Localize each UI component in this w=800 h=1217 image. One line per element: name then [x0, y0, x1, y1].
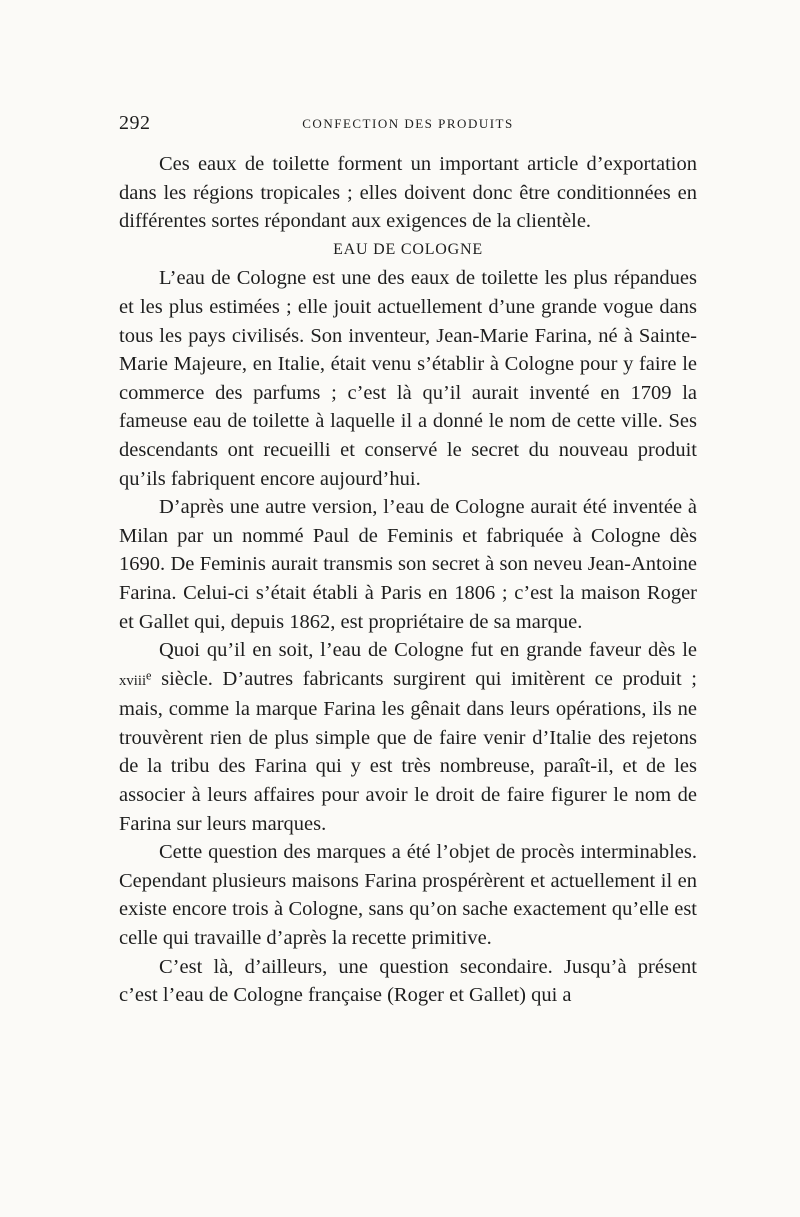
paragraph-question-secondaire: C’est là, d’ailleurs, une question secondaire. Jusqu’à présent c’est l’eau de Cologne française (Roger et Gallet) qui a [119, 955, 697, 1007]
section-heading: EAU DE COLOGNE [333, 240, 483, 258]
paragraph-text-before: Quoi qu’il en soit, l’eau de Cologne fut en grande faveur dès le [159, 639, 697, 662]
paragraph-quoi-quil-en-soit [119, 636, 697, 838]
century-numeral: xviii [119, 672, 147, 689]
paragraph-autre-version: D’après une autre version, l’eau de Cologne aurait été inventée à Milan par un nommé Paul de Feminis et fabriquée à Cologne dès 1690. De Feminis aurait transmis son secret à son neveu Jean-Antoine Farina. Celui-ci s’était établi à Paris en 1806 ; c’est la maison Roger et Gallet qui, depuis 1862, est propriétaire de sa marque. [119, 496, 697, 633]
paragraph-text-after: siècle. D’autres fabricants surgirent qui imitèrent ce produit ; mais, comme la marque Farina les gênait dans leurs opérations, ils ne trouvèrent rien de plus simple que de faire venir d’Italie des rejetons de la tribu des Farina qui y est très nombreuse, paraît-il, et de les associer à leurs affaires pour avoir le droit de faire figurer le nom de Farina sur leurs marques. [119, 667, 697, 835]
paragraph-eau-cologne: L’eau de Cologne est une des eaux de toilette les plus répandues et les plus estimées ; elle jouit actuellement d’une grande vogue dans tous les pays civilisés. Son inventeur, Jean-Marie Farina, né à Sainte-Marie Majeure, en Italie, était venu s’établir à Cologne pour y faire le commerce des parfums ; c’est là qu’il aurait inventé en 1709 la fameuse eau de toilette à laquelle il a donné le nom de cette ville. Ses descendants ont recueilli et conservé le secret du nouveau produit qu’ils fabriquent encore aujourd’hui. [119, 267, 697, 490]
running-title: CONFECTION DES PRODUITS [302, 116, 514, 131]
page-number: 292 [119, 112, 151, 134]
paragraph-question-marques: Cette question des marques a été l’objet de procès interminables. Cependant plusieurs maisons Farina prospérèrent et actuellement il en existe encore trois à Cologne, sans qu’on sache exactement qu’elle est celle qui travaille d’après la recette primitive. [119, 841, 697, 950]
paragraph-eaux-toilette: Ces eaux de toilette forment un important article d’exportation dans les régions tropicales ; elles doivent donc être conditionnées en différentes sortes répondant aux exigences de la clientèle. [119, 153, 697, 233]
page-header [119, 112, 697, 142]
body-text [119, 150, 697, 1010]
century-suffix: e [146, 668, 152, 683]
